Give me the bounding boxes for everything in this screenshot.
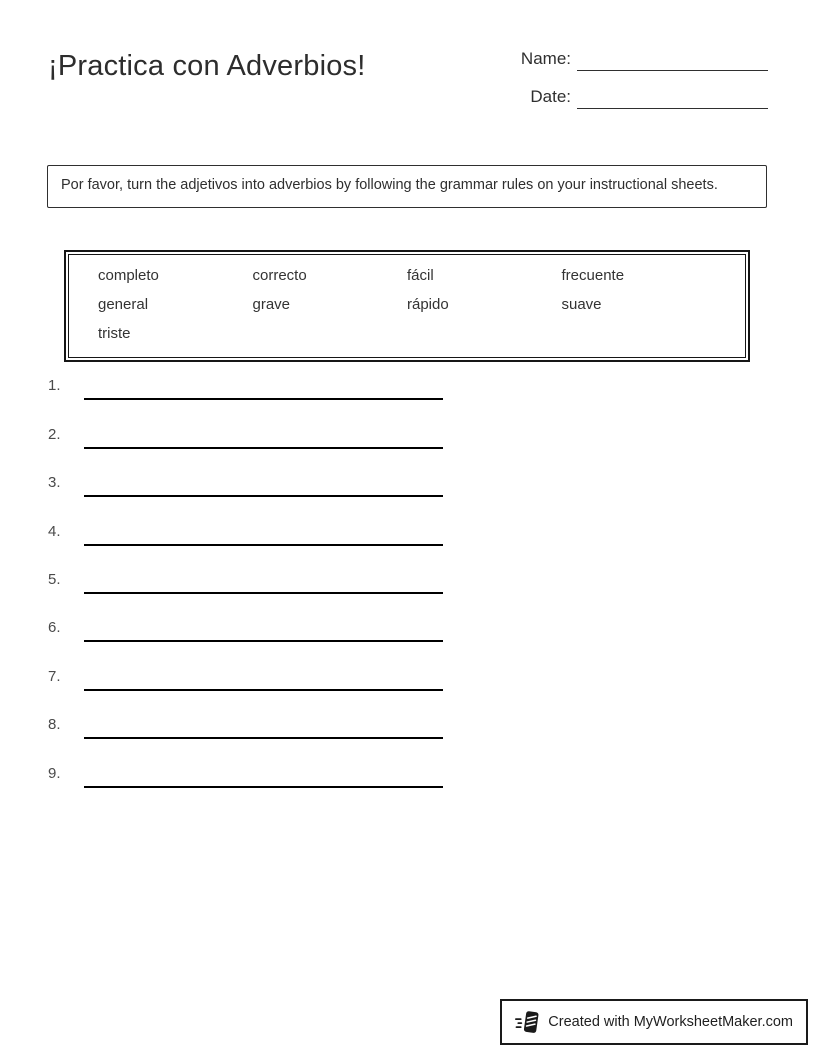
- word-bank-word: general: [98, 296, 149, 313]
- name-input-line[interactable]: [577, 46, 768, 71]
- answer-row: [48, 352, 448, 400]
- answer-number: 3.: [48, 474, 61, 492]
- answer-number: 5.: [48, 570, 61, 588]
- page-header: [48, 46, 768, 109]
- answer-row: [48, 691, 448, 739]
- page-title: ¡Practica con Adverbios!: [48, 50, 366, 82]
- word-bank-word: grave: [252, 296, 291, 313]
- answer-blank-line[interactable]: [84, 786, 443, 788]
- word-bank-word: fácil: [407, 267, 434, 284]
- word-bank-word: rápido: [407, 296, 449, 313]
- answer-row: [48, 497, 448, 545]
- answer-row: [48, 400, 448, 448]
- word-bank-words: [68, 254, 746, 358]
- word-bank-word: triste: [98, 325, 131, 342]
- answer-number: 1.: [48, 377, 61, 395]
- answer-number: 7.: [48, 667, 61, 685]
- answer-number: 8.: [48, 716, 61, 734]
- answer-row: [48, 739, 448, 787]
- answer-list: [48, 352, 468, 788]
- name-date-fields: [521, 46, 768, 109]
- word-bank-word: frecuente: [561, 267, 625, 284]
- answer-number: 4.: [48, 522, 61, 540]
- date-label: Date:: [530, 87, 571, 106]
- word-bank-word: suave: [561, 296, 602, 313]
- answer-row: [48, 546, 448, 594]
- word-bank-word: completo: [98, 267, 159, 284]
- credit-text: Created with MyWorksheetMaker.com: [548, 1014, 793, 1030]
- flying-worksheet-page-icon: [515, 1009, 539, 1035]
- word-bank: [64, 250, 750, 362]
- answer-number: 9.: [48, 764, 61, 782]
- credit-badge: [500, 999, 808, 1045]
- answer-row: [48, 642, 448, 690]
- answer-row: [48, 594, 448, 642]
- answer-number: 6.: [48, 619, 61, 637]
- instructions-text: Por favor, turn the adjetivos into adverbios by following the grammar rules on your instructional sheets.: [61, 177, 718, 193]
- word-bank-word: correcto: [252, 267, 307, 284]
- date-input-line[interactable]: [577, 84, 768, 109]
- instructions-box: [47, 165, 767, 208]
- answer-row: [48, 449, 448, 497]
- name-label: Name:: [520, 49, 571, 68]
- answer-number: 2.: [48, 425, 61, 443]
